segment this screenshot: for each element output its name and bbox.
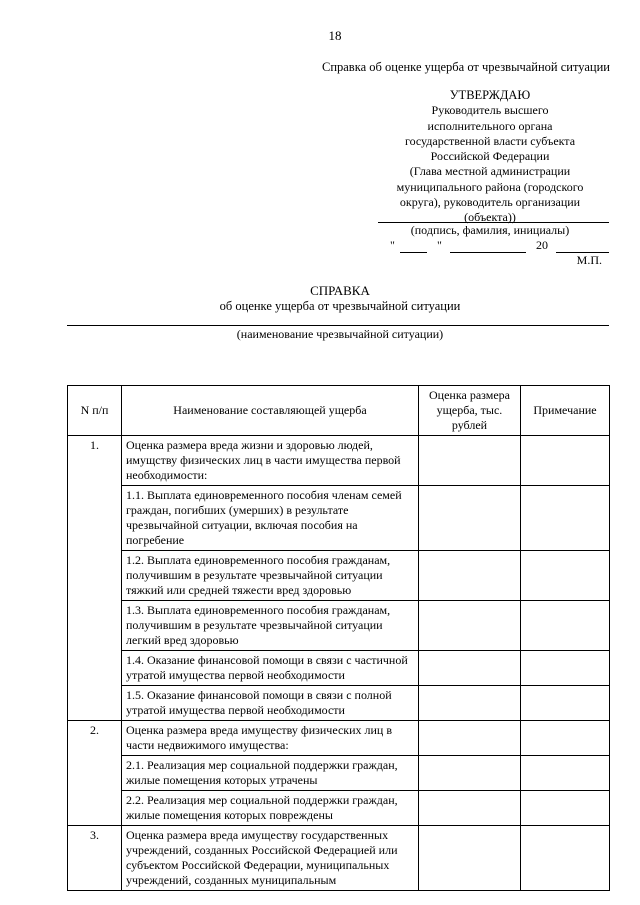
spravka-subtitle: об оценке ущерба от чрезвычайной ситуации — [219, 299, 461, 313]
approval-block — [370, 88, 610, 226]
row-text: 2.1. Реализация мер социальной поддержки граждан, жилые помещения которых утрачены — [122, 756, 419, 791]
emergency-name-caption: (наименование чрезвычайной ситуации) — [236, 327, 444, 341]
note-cell[interactable] — [521, 486, 610, 551]
note-cell[interactable] — [521, 551, 610, 601]
row-text: 1.1. Выплата единовременного пособия членам семей граждан, погибших (умерших) в результате чрезвычайной ситуации, включая пособия на погребение — [122, 486, 419, 551]
signature-caption: (подпись, фамилия, инициалы) — [410, 223, 570, 237]
estimate-cell[interactable] — [419, 791, 521, 826]
approval-heading: УТВЕРЖДАЮ — [449, 88, 531, 102]
note-cell[interactable] — [521, 756, 610, 791]
row-text: 1.2. Выплата единовременного пособия гражданам, получившим в результате чрезвычайной ситуации тяжкий или средней тяжести вред здоровью — [122, 551, 419, 601]
estimate-cell[interactable] — [419, 826, 521, 891]
table-row — [68, 721, 610, 756]
table-row — [68, 826, 610, 891]
approval-line: государственной власти субъекта — [404, 133, 576, 148]
table-row — [68, 551, 610, 601]
table-row — [68, 486, 610, 551]
note-cell[interactable] — [521, 686, 610, 721]
header-estimate: Оценка размера ущерба, тыс. рублей — [419, 386, 521, 436]
damage-table — [67, 385, 610, 891]
header-num: N п/п — [68, 386, 122, 436]
note-cell[interactable] — [521, 601, 610, 651]
table-row — [68, 791, 610, 826]
estimate-cell[interactable] — [419, 651, 521, 686]
row-text: 1.3. Выплата единовременного пособия гражданам, получившим в результате чрезвычайной ситуации легкий вред здоровью — [122, 601, 419, 651]
row-text: Оценка размера вреда имуществу физических лиц в части недвижимого имущества: — [122, 721, 419, 756]
header-name: Наименование составляющей ущерба — [122, 386, 419, 436]
date-month-line — [450, 252, 526, 253]
table-row — [68, 436, 610, 486]
note-cell[interactable] — [521, 791, 610, 826]
document-title: Справка об оценке ущерба от чрезвычайной ситуации — [321, 60, 610, 74]
approval-line: Российской Федерации — [430, 149, 550, 164]
approval-line: Руководитель высшего — [431, 103, 549, 118]
row-text: 1.4. Оказание финансовой помощи в связи с частичной утратой имущества первой необходимости — [122, 651, 419, 686]
date-day-line — [400, 252, 427, 253]
approval-line: округа), руководитель организации — [399, 195, 581, 210]
approval-line: исполнительного органа — [427, 118, 553, 133]
table-row — [68, 601, 610, 651]
table-row — [68, 756, 610, 791]
approval-line: (объекта)) — [464, 210, 516, 225]
estimate-cell[interactable] — [419, 686, 521, 721]
note-cell[interactable] — [521, 826, 610, 891]
emergency-name-line — [67, 325, 609, 326]
row-number: 2. — [68, 721, 122, 826]
table-row — [68, 686, 610, 721]
estimate-cell[interactable] — [419, 486, 521, 551]
note-cell[interactable] — [521, 651, 610, 686]
estimate-cell[interactable] — [419, 436, 521, 486]
date-close-quote: " — [437, 238, 442, 252]
row-text: Оценка размера вреда имуществу государственных учреждений, созданных Российской Федерацией или субъектом Российской Федерации, муниципальных учреждений, созданных муниципальным — [122, 826, 419, 891]
estimate-cell[interactable] — [419, 601, 521, 651]
row-text: 1.5. Оказание финансовой помощи в связи с полной утратой имущества первой необходимости — [122, 686, 419, 721]
note-cell[interactable] — [521, 721, 610, 756]
table-header-row — [68, 386, 610, 436]
row-number: 3. — [68, 826, 122, 891]
estimate-cell[interactable] — [419, 721, 521, 756]
approval-line: (Глава местной администрации — [409, 164, 571, 179]
estimate-cell[interactable] — [419, 756, 521, 791]
stamp-label: М.П. — [576, 253, 602, 267]
table-row — [68, 651, 610, 686]
spravka-title: СПРАВКА — [310, 283, 370, 298]
header-note: Примечание — [521, 386, 610, 436]
date-open-quote: " — [390, 238, 395, 252]
date-year-prefix: 20 — [536, 238, 548, 252]
estimate-cell[interactable] — [419, 551, 521, 601]
note-cell[interactable] — [521, 436, 610, 486]
row-text: 2.2. Реализация мер социальной поддержки граждан, жилые помещения которых повреждены — [122, 791, 419, 826]
page-number: 18 — [328, 28, 342, 43]
row-number: 1. — [68, 436, 122, 721]
approval-line: муниципального района (городского — [396, 179, 584, 194]
row-text: Оценка размера вреда жизни и здоровью людей, имущству физических лиц в части имущества первой необходимости: — [122, 436, 419, 486]
